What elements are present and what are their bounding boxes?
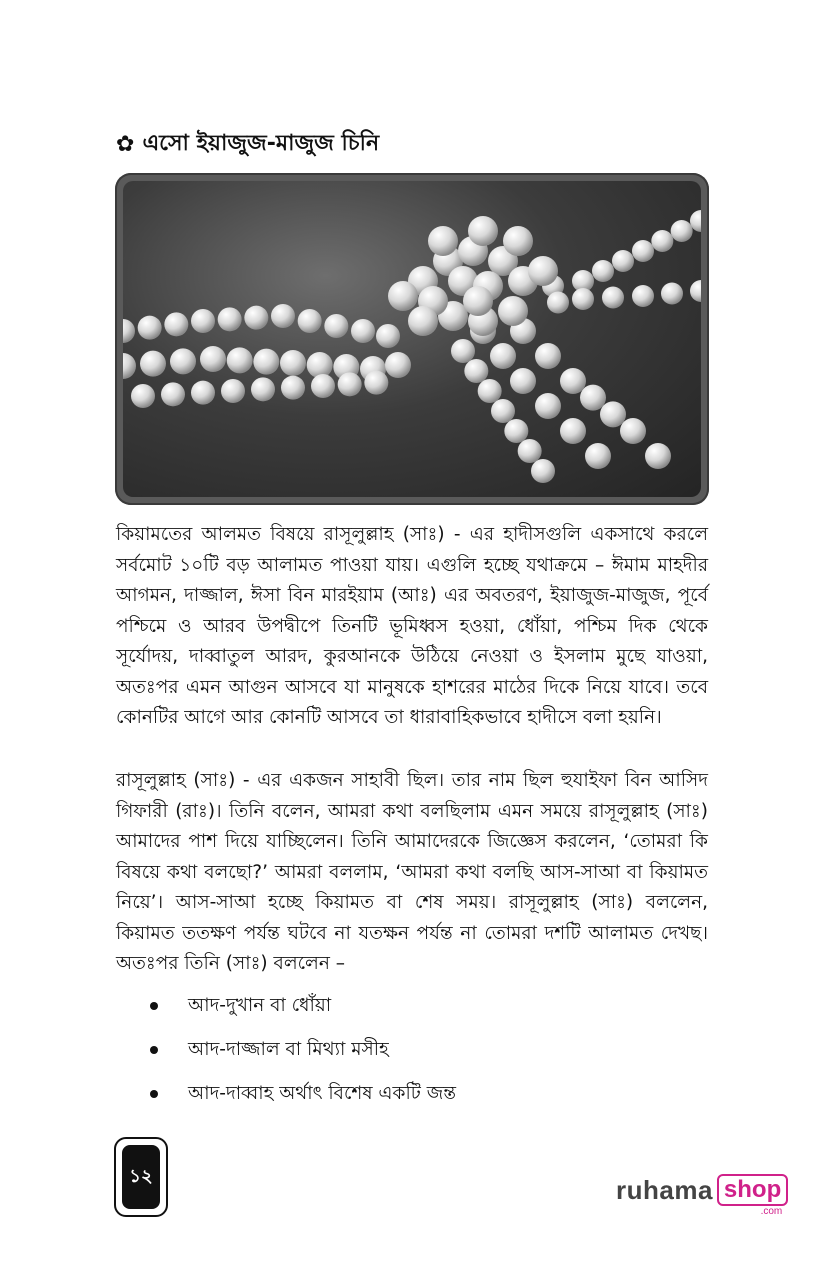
pearl [385, 352, 411, 378]
pearl [428, 226, 458, 256]
pearl [200, 346, 226, 372]
pearl [518, 439, 542, 463]
pearl [491, 399, 515, 423]
pearl-necklace-photo [123, 181, 701, 497]
pearl [612, 250, 634, 272]
pearl [535, 343, 561, 369]
pearl [580, 385, 606, 411]
bullet-list [150, 984, 456, 1116]
pearl [138, 316, 162, 340]
pearl [498, 296, 528, 326]
pearl-strands [123, 210, 701, 483]
pearl [191, 381, 215, 405]
pearl [218, 307, 242, 331]
pearl [528, 256, 558, 286]
pearl [463, 286, 493, 316]
pearl [170, 348, 196, 374]
pearl [161, 382, 185, 406]
pearl [307, 352, 333, 378]
page-number-badge [114, 1137, 168, 1217]
pearl [298, 309, 322, 333]
pearl [280, 350, 306, 376]
logo-domain: .com [760, 1206, 783, 1217]
pearl [338, 372, 362, 396]
bullet-icon [150, 1090, 158, 1098]
pearl [164, 312, 188, 336]
pearl [131, 384, 155, 408]
logo-shop: shop [717, 1174, 788, 1206]
pearl [227, 347, 253, 373]
pearl [547, 292, 569, 314]
section-heading [116, 126, 379, 163]
pearl [324, 314, 348, 338]
pearl [253, 349, 279, 375]
pearl [585, 443, 611, 469]
ruhama-shop-logo [616, 1174, 788, 1217]
pearl [311, 374, 335, 398]
pearl [503, 226, 533, 256]
pearl-necklace-illustration [123, 181, 701, 497]
pearl [671, 220, 693, 242]
pearl [531, 459, 555, 483]
pearl [451, 339, 475, 363]
pearl [364, 371, 388, 395]
photo-frame [115, 173, 709, 505]
pearl [632, 285, 654, 307]
heading-text: এসো ইয়াজুজ-মাজুজ চিনি [142, 131, 380, 156]
paragraph-2: রাসূলুল্লাহ (সাঃ) - এর একজন সাহাবী ছিল। তার নাম ছিল হুযাইফা বিন আসিদ গিফারী (রাঃ)। তিনি বলেন, আমরা কথা বলছিলাম এমন সময়ে রাসূলুল্লাহ (সাঃ) আমাদের পাশ দিয়ে যাচ্ছিলেন। তিনি আমাদেরকে জিজ্ঞেস করলেন, ‘তোমরা কি বিষয়ে কথা বলছো?’ আমরা বললাম, ‘আমরা কথা বলছি আস-সাআ বা কিয়ামত নিয়ে’। আস-সাআ হচ্ছে কিয়ামত বা শেষ সময়। রাসূলুল্লাহ (সাঃ) বললেন, কিয়ামত ততক্ষণ পর্যন্ত ঘটবে না যতক্ষন পর্যন্ত না তোমরা দশটি আলামত দেখছ। অতঃপর তিনি (সাঃ) বললেন – [116, 770, 708, 974]
pearl [468, 216, 498, 246]
pearl [271, 304, 295, 328]
pearl [123, 319, 135, 343]
pearl [560, 368, 586, 394]
list-item: আদ-দুখান বা ধোঁয়া [150, 984, 456, 1028]
pearl [560, 418, 586, 444]
pearl [602, 287, 624, 309]
bullet-icon [150, 1002, 158, 1010]
pearl [620, 418, 646, 444]
pearl [592, 260, 614, 282]
pearl [244, 306, 268, 330]
pearl [504, 419, 528, 443]
pearl [281, 376, 305, 400]
pearl [490, 343, 516, 369]
pearl [191, 309, 215, 333]
pearl [408, 306, 438, 336]
bullet-icon [150, 1046, 158, 1054]
list-item: আদ-দাজ্জাল বা মিথ্যা মসীহ [150, 1028, 456, 1072]
list-item: আদ-দাব্বাহ অর্থাৎ বিশেষ একটি জন্ত [150, 1072, 456, 1116]
pearl [645, 443, 671, 469]
paragraph-1: কিয়ামতের আলমত বিষয়ে রাসূলুল্লাহ (সাঃ) - এর হাদীসগুলি একসাথে করলে সর্বমোট ১০টি বড় আলামত পাওয়া যায়। এগুলি হচ্ছে যথাক্রমে – ঈমাম মাহদীর আগমন, দাজ্জাল, ঈসা বিন মারইয়াম (আঃ) এর অবতরণ, ইয়াজুজ-মাজুজ, পূর্বে পশ্চিমে ও আরব উপদ্বীপে তিনটি ভূমিধ্বস হওয়া, ধোঁয়া, পশ্চিম দিক থেকে সূর্যোদয়, দাব্বাতুল আরদ, কুরআনকে উঠিয়ে নেওয়া ও ইসলাম মুছে যাওয়া, অতঃপর এমন আগুন আসবে যা মানুষকে হাশরের মাঠের দিকে নিয়ে যাবে। তবে কোনটির আগে আর কোনটি আসবে তা ধারাবাহিকভাবে হাদীসে বলা হয়নি। [116, 524, 708, 728]
pearl [478, 379, 502, 403]
pearl [123, 353, 136, 379]
logo-name: ruhama [616, 1174, 713, 1205]
pearl [535, 393, 561, 419]
pearl [140, 351, 166, 377]
pearl [376, 324, 400, 348]
pearl [510, 368, 536, 394]
pearl [351, 319, 375, 343]
pearl [388, 281, 418, 311]
pearl [600, 401, 626, 427]
pearl [251, 377, 275, 401]
page-number: ১২ [122, 1145, 160, 1209]
pearl [651, 230, 673, 252]
pearl [661, 283, 683, 305]
pearl [690, 280, 701, 302]
flower-icon: ✿ [116, 132, 135, 157]
pearl [632, 240, 654, 262]
pearl [221, 379, 245, 403]
pearl [572, 288, 594, 310]
pearl [464, 359, 488, 383]
